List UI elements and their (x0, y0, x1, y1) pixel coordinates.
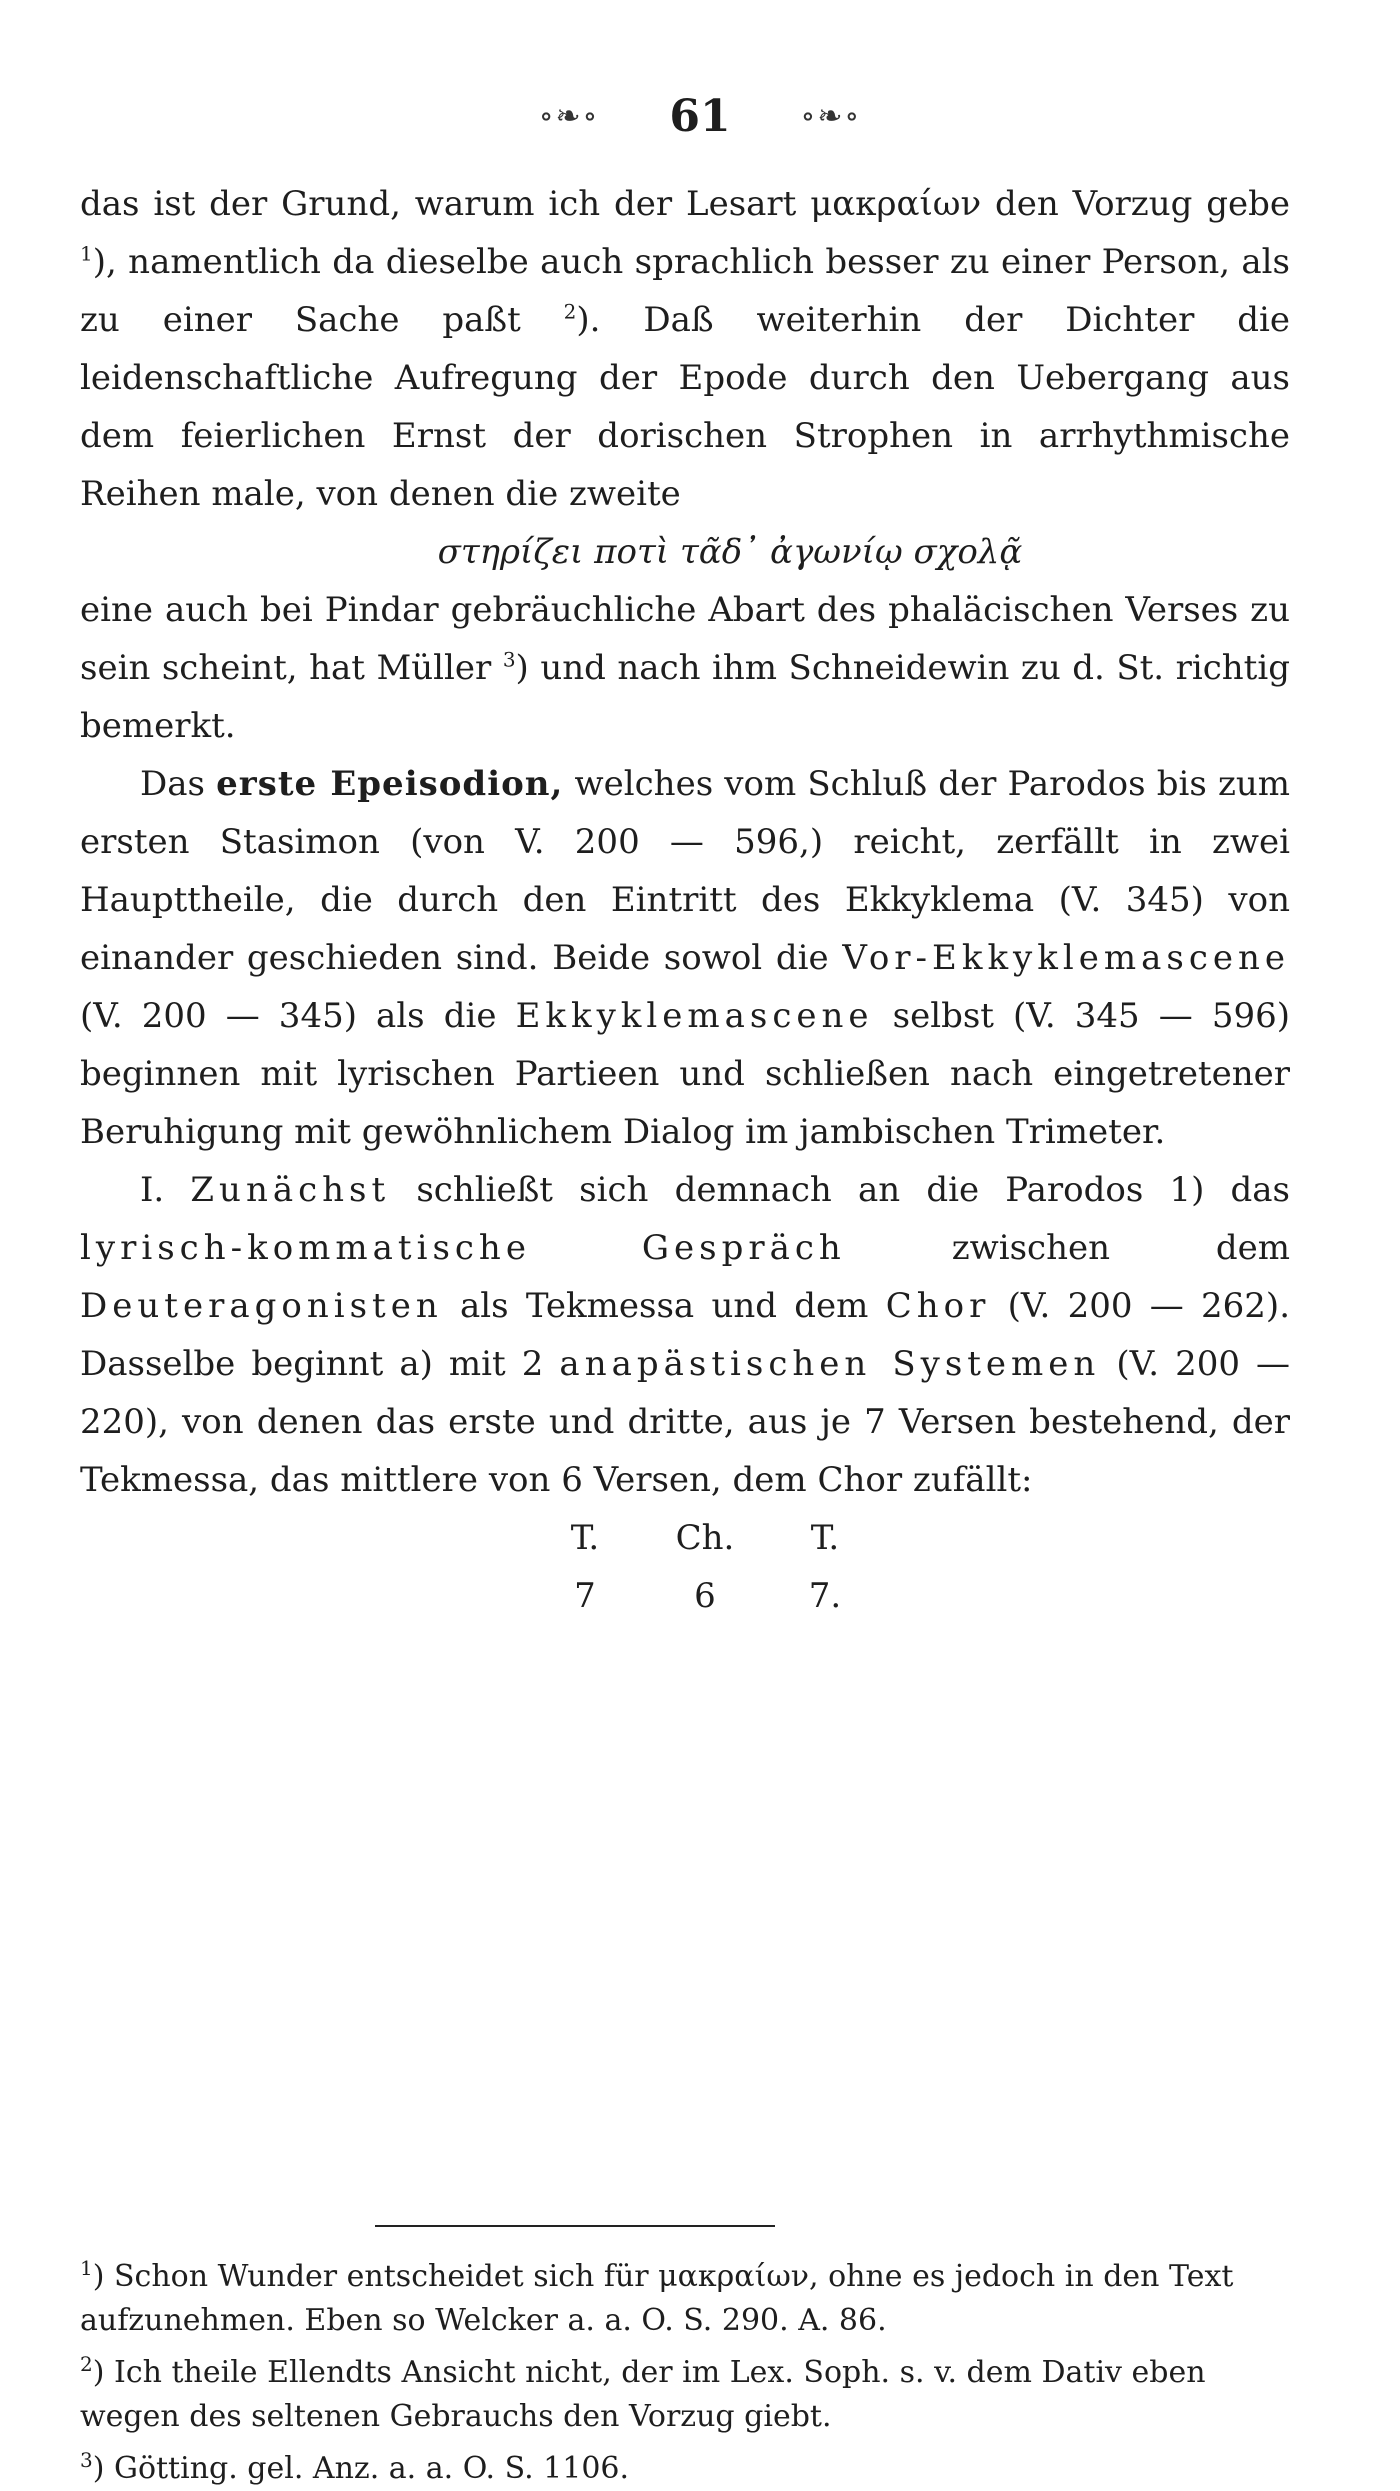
footnote-3 (80, 2447, 1290, 2491)
paragraph-4-spaced-5: anapästischen Systemen (559, 1344, 1101, 1384)
footnote-divider (375, 2225, 775, 2227)
distribution-value: 7 (574, 1576, 596, 1616)
footnote-text: ) Götting. gel. Anz. a. a. O. S. 1106. (92, 2451, 630, 2486)
ornament-right-icon: ∘❧∘ (800, 98, 862, 134)
footnote-1 (80, 2255, 1290, 2343)
distribution-header: T. (810, 1518, 840, 1558)
ornament-left-icon: ∘❧∘ (538, 98, 600, 134)
main-text (80, 175, 1290, 1625)
paragraph-1-text-b: ), namentlich da dieselbe auch sprachlich besser zu einer Person, als zu einer Sache paßt (80, 242, 1290, 340)
paragraph-2 (80, 581, 1290, 755)
footnote-ref-1: 1 (80, 241, 93, 266)
paragraph-4-spaced-2: lyrisch-kommatische Gespräch (80, 1228, 846, 1268)
footnotes (80, 2255, 1290, 2491)
paragraph-1 (80, 175, 1290, 523)
paragraph-3-spaced-2: Ekkyklemascene (515, 996, 874, 1036)
verse-distribution (80, 1509, 1290, 1625)
paragraph-3-text-b: welches vom Schluß der Parodos bis zum ersten Stasimon (von V. 200 — 596,) reicht, zerfällt in zwei Haupttheile, die durch den Eintritt des Ekkyklema (V. 345) von einander geschieden sind. Beide sowol die (80, 764, 1291, 978)
footnote-text: ) Schon Wunder entscheidet sich für μακραίων, ohne es jedoch in den Text aufzunehmen. Eben so Welcker a. a. O. S. 290. A. 86. (80, 2259, 1234, 2338)
paragraph-4-text-d: (V. 200 — 262). Dasselbe beginnt a) mit 2 (80, 1286, 1290, 1384)
paragraph-4-text-e: (V. 200 — 220), von denen das erste und dritte, aus je 7 Versen bestehend, der Tekmessa, das mittlere von 6 Versen, dem Chor zufällt: (80, 1344, 1291, 1500)
page-header (0, 86, 1400, 146)
footnote-ref-2: 2 (563, 299, 577, 324)
paragraph-3-text-d: selbst (V. 345 — 596) beginnen mit lyrischen Partieen und schließen nach eingetretener Beruhigung mit gewöhnlichem Dialog im jambischen Trimeter. (80, 996, 1290, 1152)
page-number: 61 (669, 90, 731, 142)
paragraph-4-spaced-1: Zunächst (190, 1170, 391, 1210)
distribution-value: 7. (808, 1576, 842, 1616)
footnote-text: ) Ich theile Ellendts Ansicht nicht, der im Lex. Soph. s. v. dem Dativ eben wegen des seltenen Gebrauchs den Vorzug giebt. (80, 2355, 1206, 2434)
paragraph-4-spaced-3: Deuteragonisten (80, 1286, 443, 1326)
footnote-mark: 2 (80, 2352, 93, 2376)
paragraph-3-text-a: Das (140, 764, 205, 804)
footnote-2 (80, 2351, 1290, 2439)
paragraph-4-spaced-4: Chor (885, 1286, 991, 1326)
paragraph-1-text-a: das ist der Grund, warum ich der Lesart μακραίων den Vorzug gebe (80, 184, 1290, 224)
paragraph-3-spaced-1: Vor-Ekkyklemascene (842, 938, 1291, 978)
footnote-mark: 3 (80, 2448, 93, 2472)
distribution-value: 6 (694, 1576, 716, 1616)
footnote-ref-3: 3 (502, 647, 516, 672)
paragraph-3 (80, 755, 1290, 1161)
footnote-mark: 1 (80, 2256, 93, 2280)
paragraph-2-text-b: ) und nach ihm Schneidewin zu d. St. richtig bemerkt. (80, 648, 1290, 746)
paragraph-4-text-c: als Tekmessa und dem (460, 1286, 869, 1326)
paragraph-4 (80, 1161, 1290, 1509)
distribution-header: Ch. (675, 1518, 735, 1558)
paragraph-1-text-c: ). Daß weiterhin der Dichter die leidenschaftliche Aufregung der Epode durch den Uebergang aus dem feierlichen Ernst der dorischen Strophen in arrhythmische Reihen male, von denen die zweite (80, 300, 1290, 514)
distribution-header: T. (570, 1518, 600, 1558)
paragraph-3-emphasis: erste Epeisodion, (216, 764, 564, 804)
paragraph-4-numeral: I. (140, 1170, 165, 1210)
paragraph-4-text-a: schließt sich demnach an die Parodos 1) das (416, 1170, 1290, 1210)
greek-quote: στηρίζει ποτὶ τᾶδ᾽ ἀγωνίῳ σχολᾷ (437, 532, 1023, 572)
paragraph-3-text-c: (V. 200 — 345) als die (80, 996, 497, 1036)
paragraph-4-text-b: zwischen dem (951, 1228, 1290, 1268)
paragraph-2-text-a: eine auch bei Pindar gebräuchliche Abart des phaläcischen Verses zu sein scheint, hat Müller (80, 590, 1290, 688)
